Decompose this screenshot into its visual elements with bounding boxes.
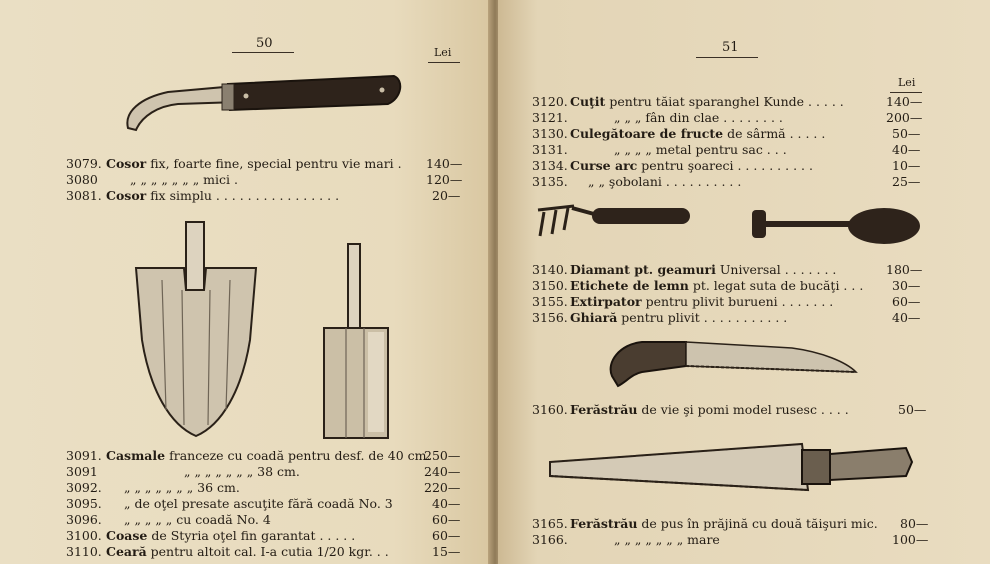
item-price: 40—	[892, 310, 921, 325]
item-number: 3110.	[66, 544, 102, 559]
item-price: 220—	[424, 480, 461, 495]
item-text: fix simplu . . . . . . . . . . . . . . . .	[146, 188, 340, 203]
item-description	[588, 174, 741, 189]
item-number: 3080	[66, 172, 98, 187]
item-number: 3130.	[532, 126, 568, 141]
item-number: 3140.	[532, 262, 568, 277]
item-name: Cosor	[106, 156, 147, 171]
item-name: Coase	[106, 528, 148, 543]
item-text: de sârmă . . . . .	[723, 126, 826, 141]
item-description	[570, 310, 787, 325]
item-text: „ „ „ „ metal pentru sac . . .	[614, 142, 787, 157]
item-description	[570, 126, 825, 141]
item-description	[106, 156, 402, 171]
item-number: 3095.	[66, 496, 102, 511]
item-description	[570, 278, 863, 293]
item-text: pentru şoareci . . . . . . . . . .	[637, 158, 813, 173]
item-number: 3081.	[66, 188, 102, 203]
item-price: 50—	[892, 126, 921, 141]
right-page-number: 51	[722, 40, 739, 55]
item-text: de vie şi pomi model rusesc . . . .	[637, 402, 849, 417]
item-number: 3100.	[66, 528, 102, 543]
item-price: 60—	[892, 294, 921, 309]
pole-saw-illustration	[546, 432, 918, 502]
item-number: 3091	[66, 464, 98, 479]
shovel-illustration	[132, 220, 262, 440]
item-number: 3079.	[66, 156, 102, 171]
item-number: 3134.	[532, 158, 568, 173]
item-price: 140—	[426, 156, 463, 171]
item-name: Diamant pt. geamuri	[570, 262, 716, 277]
item-price: 200—	[886, 110, 923, 125]
right-currency-rule	[890, 92, 922, 93]
item-price: 60—	[432, 528, 461, 543]
item-description	[570, 516, 878, 531]
left-currency-label: Lei	[434, 46, 452, 59]
item-price: 60—	[432, 512, 461, 527]
item-description	[614, 110, 783, 125]
item-text: „ „ „ „ „ „ „ mici .	[130, 172, 238, 187]
right-page	[498, 0, 990, 564]
item-number: 3131.	[532, 142, 568, 157]
item-text: „ „ „ „ „ „ „ 36 cm.	[124, 480, 240, 495]
item-text: „ de oţel presate ascuţite fără coadă No. 3	[124, 496, 393, 511]
item-description	[106, 528, 355, 543]
item-price: 25—	[892, 174, 921, 189]
item-text: pt. legat suta de bucăţi . . .	[688, 278, 864, 293]
item-name: Ceară	[106, 544, 147, 559]
item-number: 3092.	[66, 480, 102, 495]
item-price: 10—	[892, 158, 921, 173]
item-description	[124, 480, 240, 495]
left-page	[0, 0, 492, 564]
item-description	[106, 188, 339, 203]
item-text: de pus în prăjină cu două tăişuri mic.	[637, 516, 878, 531]
item-number: 3150.	[532, 278, 568, 293]
item-price: 250—	[424, 448, 461, 463]
item-description	[130, 172, 238, 187]
item-text: pentru plivit . . . . . . . . . . .	[617, 310, 788, 325]
item-name: Cosor	[106, 188, 147, 203]
item-price: 80—	[900, 516, 929, 531]
item-name: Etichete de lemn	[570, 278, 689, 293]
item-name: Casmale	[106, 448, 166, 463]
item-description	[614, 142, 787, 157]
right-page-number-rule	[696, 57, 758, 58]
left-page-number: 50	[256, 36, 273, 51]
item-text: pentru altoit cal. I-a cutia 1/20 kgr. . .	[146, 544, 389, 559]
item-description	[106, 448, 430, 463]
item-name: Ferăstrău	[570, 402, 638, 417]
item-text: Universal . . . . . . .	[715, 262, 837, 277]
weeding-claw-illustration	[534, 200, 694, 244]
item-name: Culegătoare de fructe	[570, 126, 724, 141]
item-number: 3160.	[532, 402, 568, 417]
item-description	[184, 464, 300, 479]
item-description	[124, 512, 271, 527]
item-text: fix, foarte fine, special pentru vie mari .	[146, 156, 402, 171]
item-name: Curse arc	[570, 158, 638, 173]
item-number: 3165.	[532, 516, 568, 531]
right-currency-label: Lei	[898, 76, 916, 89]
left-page-number-rule	[232, 52, 294, 53]
item-text: pentru plivit burueni . . . . . . .	[641, 294, 834, 309]
item-price: 40—	[432, 496, 461, 511]
spade-illustration	[318, 242, 394, 442]
item-name: Ghiară	[570, 310, 618, 325]
item-text: de Styria oţel fin garantat . . . . .	[147, 528, 356, 543]
item-name: Extirpator	[570, 294, 642, 309]
item-description	[614, 532, 720, 547]
left-currency-rule	[428, 62, 460, 63]
pruning-knife-illustration	[118, 70, 403, 140]
item-description	[106, 544, 389, 559]
extirpator-spoon-illustration	[748, 204, 924, 248]
item-price: 100—	[892, 532, 929, 547]
item-number: 3166.	[532, 532, 568, 547]
item-price: 40—	[892, 142, 921, 157]
item-description	[570, 158, 813, 173]
item-price: 20—	[432, 188, 461, 203]
item-number: 3155.	[532, 294, 568, 309]
item-text: pentru tăiat sparanghel Kunde . . . . .	[605, 94, 844, 109]
item-text: „ „ „ „ „ „ „ mare	[614, 532, 720, 547]
item-price: 50—	[898, 402, 927, 417]
item-description	[570, 262, 836, 277]
item-number: 3091.	[66, 448, 102, 463]
item-text: „ „ „ fân din clae . . . . . . . .	[614, 110, 783, 125]
item-price: 140—	[886, 94, 923, 109]
item-name: Ferăstrău	[570, 516, 638, 531]
item-number: 3156.	[532, 310, 568, 325]
item-description	[570, 94, 844, 109]
item-text: „ „ şobolani . . . . . . . . . .	[588, 174, 742, 189]
item-description	[570, 402, 849, 417]
item-number: 3096.	[66, 512, 102, 527]
item-price: 120—	[426, 172, 463, 187]
item-number: 3121.	[532, 110, 568, 125]
item-price: 180—	[886, 262, 923, 277]
item-text: „ „ „ „ „ cu coadă No. 4	[124, 512, 271, 527]
item-price: 15—	[432, 544, 461, 559]
item-number: 3135.	[532, 174, 568, 189]
item-description	[570, 294, 833, 309]
item-price: 240—	[424, 464, 461, 479]
curved-pruning-saw-illustration	[602, 336, 862, 392]
item-number: 3120.	[532, 94, 568, 109]
item-price: 30—	[892, 278, 921, 293]
item-text: franceze cu coadă pentru desf. de 40 cm.	[165, 448, 431, 463]
item-description	[124, 496, 393, 511]
item-text: „ „ „ „ „ „ „ 38 cm.	[184, 464, 300, 479]
item-name: Cuţit	[570, 94, 606, 109]
